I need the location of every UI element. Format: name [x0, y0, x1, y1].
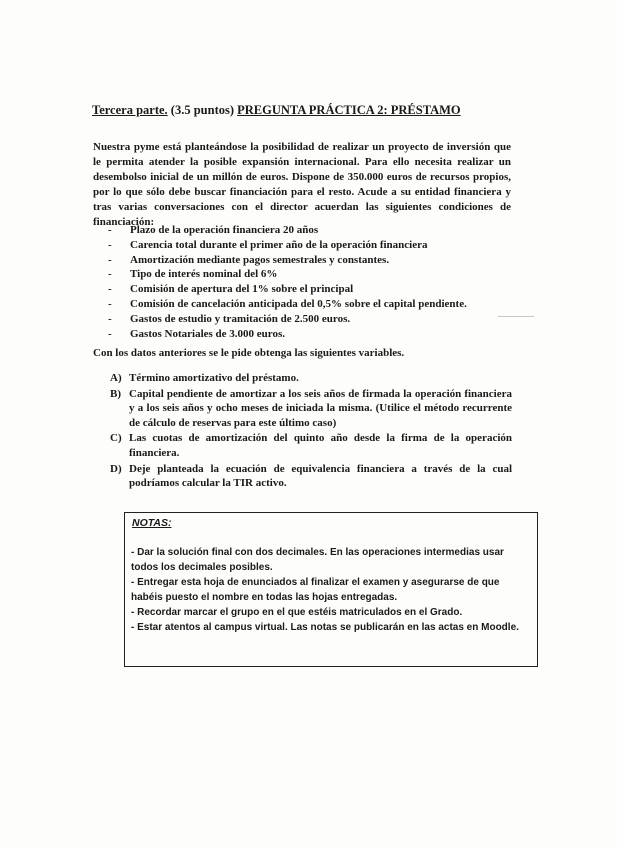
notes-box: [124, 512, 538, 667]
question-item: [110, 431, 512, 460]
question-label: D): [110, 462, 122, 475]
question-label: C): [110, 432, 122, 445]
scan-artifact: [498, 316, 534, 317]
question-item: [110, 462, 512, 491]
financing-conditions-list: [108, 223, 528, 341]
notes-list: [131, 545, 531, 635]
questions-lead: Con los datos anteriores se le pide obtenga las siguientes variables.: [93, 347, 405, 359]
problem-statement: [93, 140, 511, 229]
section-heading: [92, 103, 461, 118]
intro-paragraph: Nuestra pyme está planteándose la posibilidad de realizar un proyecto de inversión que le permita atender la posible expansión internacional. Para ello necesita realizar un desembolso inicial de un millón de euros. Dispone de 350.000 euros de recursos propios, por lo que sólo debe buscar financiación para el resto. Acude a su entidad financiera y tras varias conversaciones con el director acuerdan las siguientes condiciones de financiación:: [93, 141, 511, 228]
points-label: (3.5 puntos): [170, 103, 235, 117]
condition-item: - Amortización mediante pagos semestrales y constantes.: [108, 253, 528, 268]
question-title: PREGUNTA PRÁCTICA 2: PRÉSTAMO: [237, 103, 461, 117]
note-item: - Recordar marcar el grupo en el que estéis matriculados en el Grado.: [131, 607, 463, 618]
note-item: - Dar la solución final con dos decimales. En las operaciones intermedias usar todos los decimales posibles.: [131, 547, 504, 573]
condition-item: - Comisión de apertura del 1% sobre el principal: [108, 282, 528, 297]
question-text: Capital pendiente de amortizar a los seis años de firmada la operación financiera y a los seis años y ocho meses de iniciada la misma. (Utilice el método recurrente de cálculo de reservas para este último caso): [129, 387, 512, 429]
part-label: Tercera parte.: [92, 103, 168, 117]
question-label: A): [110, 372, 122, 384]
question-label: B): [110, 387, 121, 400]
question-text: Deje planteada la ecuación de equivalencia financiera a través de la cual podríamos calcular la TIR activo.: [129, 462, 512, 490]
question-item: [110, 387, 512, 431]
condition-item: - Carencia total durante el primer año de la operación financiera: [108, 238, 528, 253]
question-item: [110, 371, 512, 386]
question-text: Término amortizativo del préstamo.: [129, 372, 299, 384]
questions-list: [110, 371, 512, 492]
condition-item: - Plazo de la operación financiera 20 años: [108, 223, 528, 238]
notes-title: NOTAS:: [132, 517, 172, 529]
condition-item: - Tipo de interés nominal del 6%: [108, 267, 528, 282]
condition-item: - Gastos Notariales de 3.000 euros.: [108, 327, 528, 342]
note-item: - Estar atentos al campus virtual. Las notas se publicarán en las actas en Moodle.: [131, 622, 519, 633]
condition-item: - Comisión de cancelación anticipada del 0,5% sobre el capital pendiente.: [108, 297, 528, 312]
condition-item: - Gastos de estudio y tramitación de 2.500 euros.: [108, 312, 528, 327]
note-item: - Entregar esta hoja de enunciados al finalizar el examen y asegurarse de que habéis puesto el nombre en todas las hojas entregadas.: [131, 577, 500, 603]
question-text: Las cuotas de amortización del quinto año desde la firma de la operación financiera.: [129, 432, 512, 459]
